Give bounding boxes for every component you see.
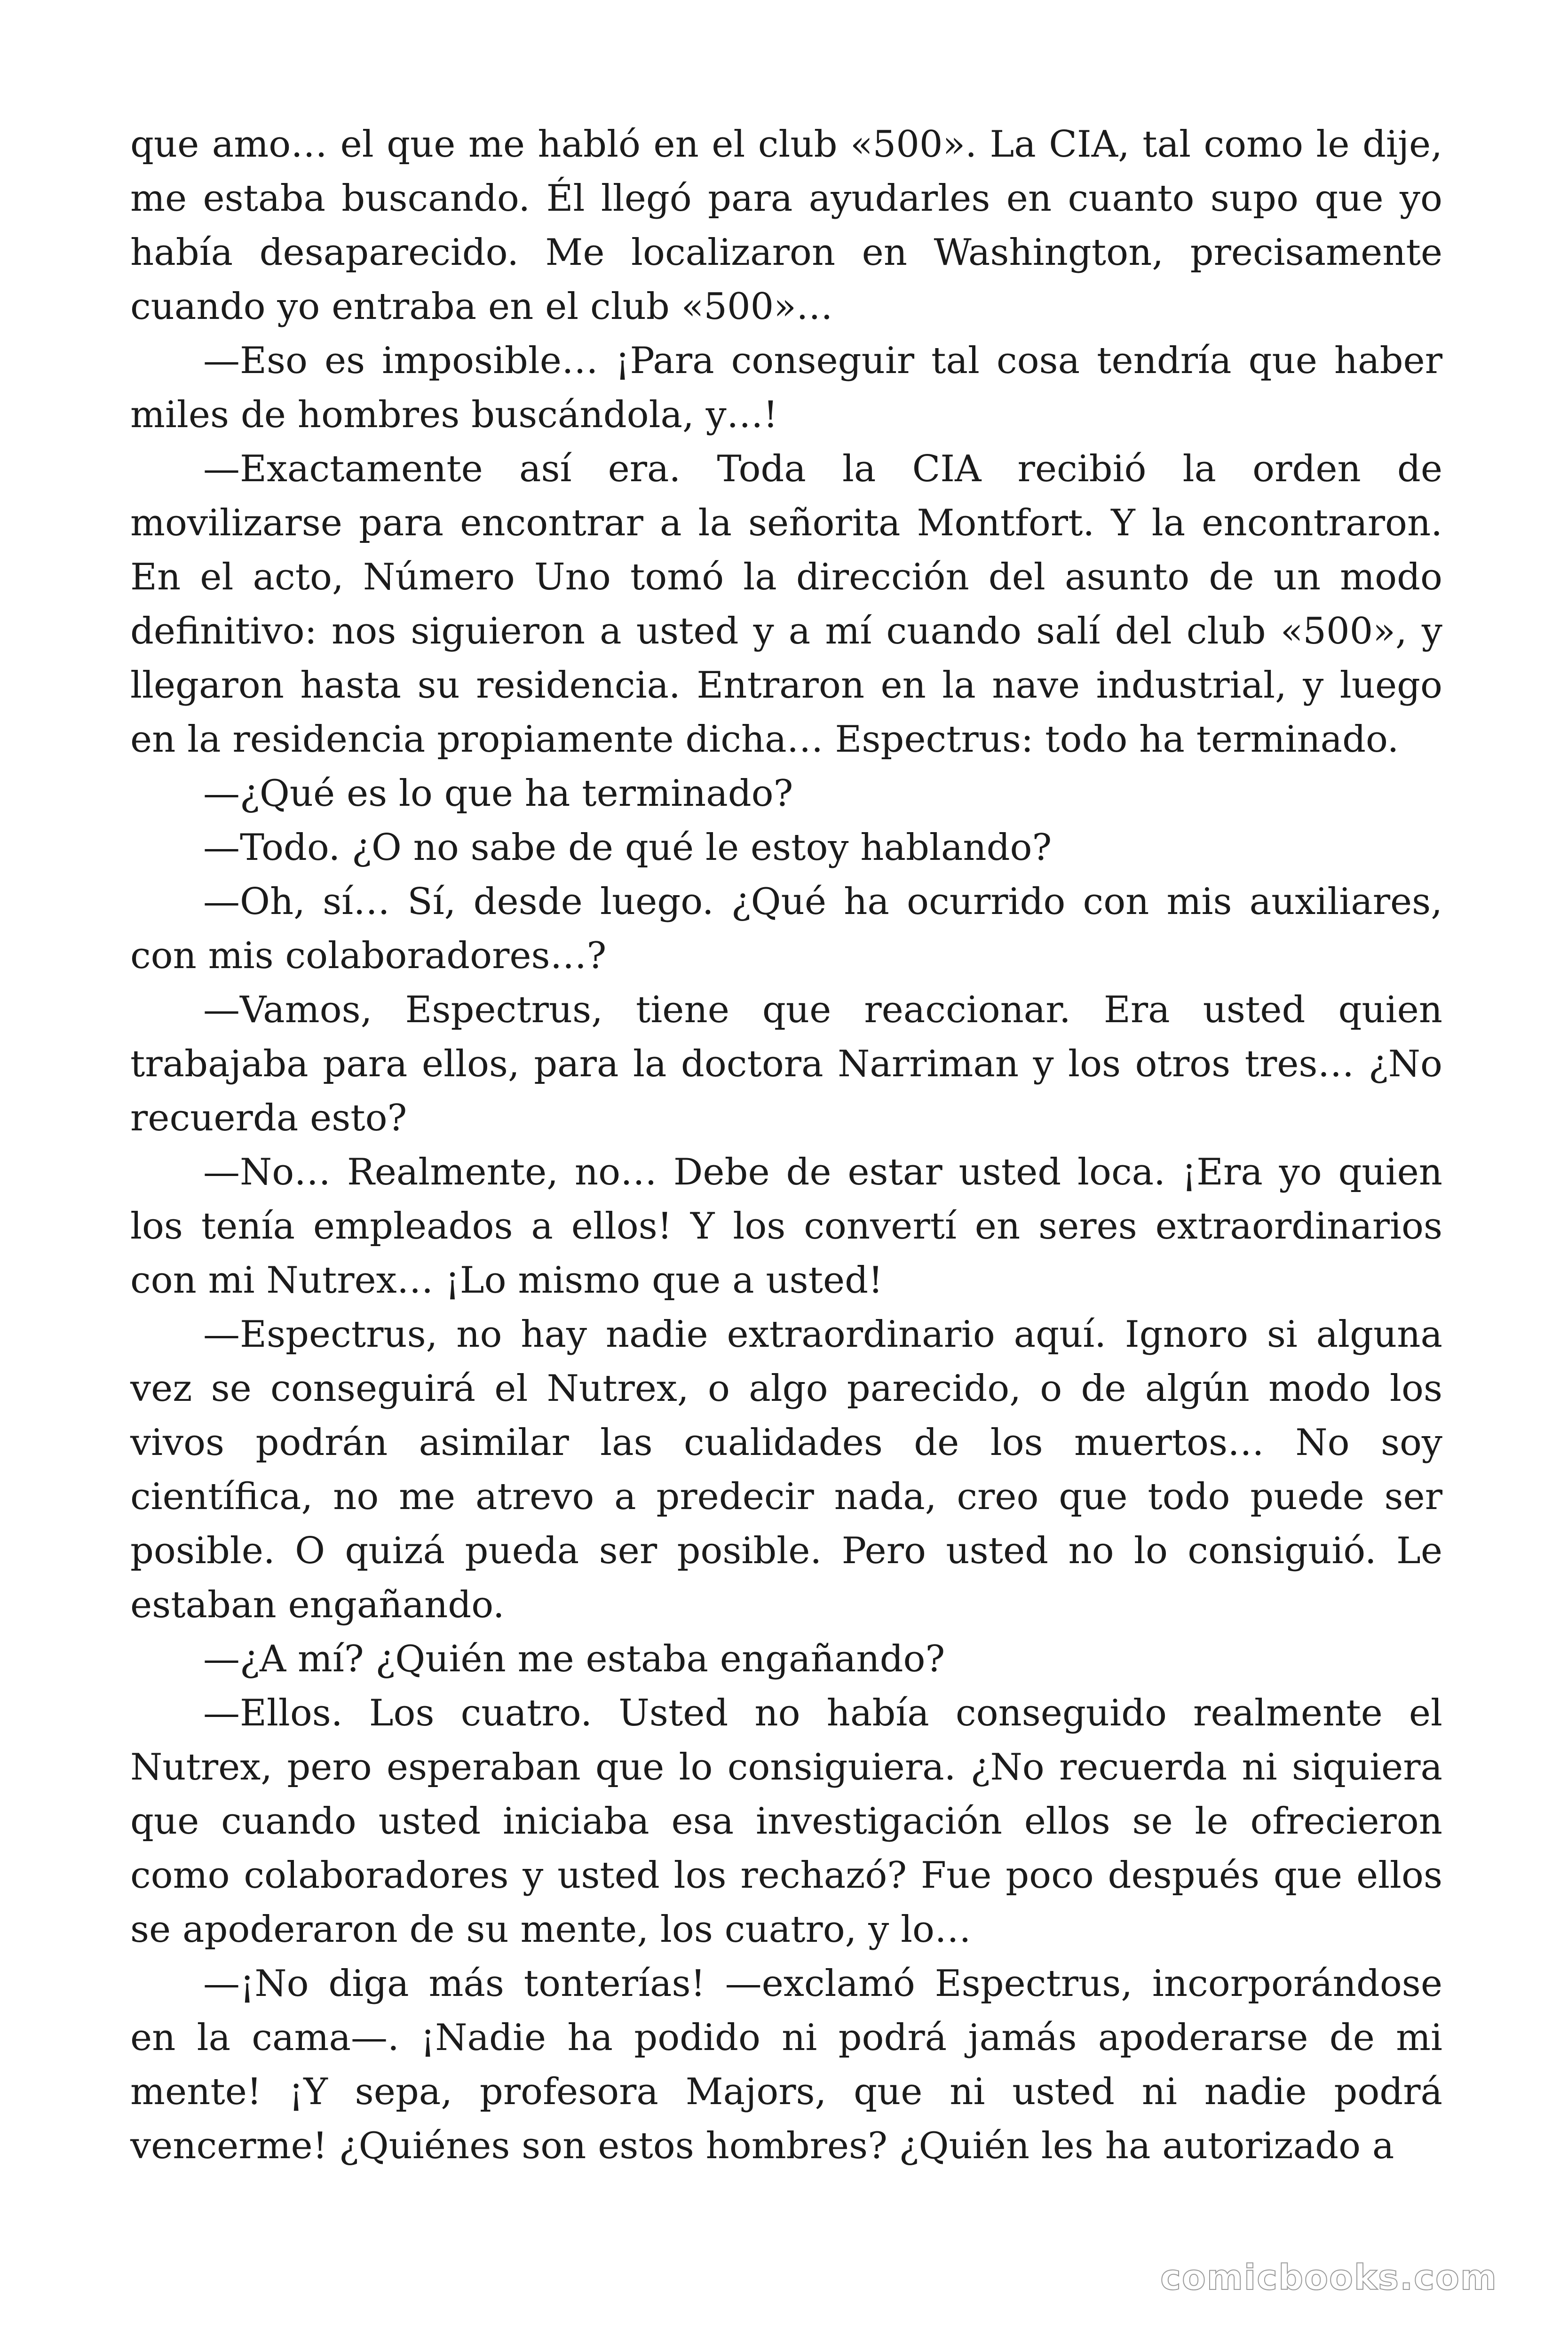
paragraph: —¡No diga más tonterías! —exclamó Espectrus, incorporándose en la cama—. ¡Nadie ha podido ni podrá jamás apoderarse de mi mente! ¡Y sepa, profesora Majors, que ni usted ni nadie podrá vencerme! ¿Quiénes son estos hombres? ¿Quién les ha autorizado a bbox=[130, 1963, 1442, 2167]
paragraph: —No… Realmente, no… Debe de estar usted loca. ¡Era yo quien los tenía empleados a ellos! Y los convertí en seres extraordinarios con mi Nutrex… ¡Lo mismo que a usted! bbox=[130, 1151, 1442, 1302]
paragraph: —Exactamente así era. Toda la CIA recibió la orden de movilizarse para encontrar a la señorita Montfort. Y la encontraron. En el acto, Número Uno tomó la dirección del asunto de un modo definitivo: nos siguieron a usted y a mí cuando salí del club «500», y llegaron hasta su residencia. Entraron en la nave industrial, y luego en la residencia propiamente dicha… Espectrus: todo ha terminado. bbox=[130, 448, 1442, 761]
watermark: comicbooks.com bbox=[1160, 2257, 1497, 2298]
paragraph: —Todo. ¿O no sabe de qué le estoy hablando? bbox=[203, 826, 1052, 869]
paragraph: —¿Qué es lo que ha terminado? bbox=[203, 772, 793, 815]
paragraph: —¿A mí? ¿Quién me estaba engañando? bbox=[203, 1638, 945, 1680]
paragraph: —Ellos. Los cuatro. Usted no había conseguido realmente el Nutrex, pero esperaban que lo consiguiera. ¿No recuerda ni siquiera que cuando usted iniciaba esa investigación ellos se le ofrecieron como colaboradores y usted los rechazó? Fue poco después que ellos se apoderaron de su mente, los cuatro, y lo… bbox=[130, 1692, 1442, 1951]
paragraph: —Eso es imposible… ¡Para conseguir tal cosa tendría que haber miles de hombres buscándola, y…! bbox=[130, 340, 1442, 436]
paragraph: —Espectrus, no hay nadie extraordinario aquí. Ignoro si alguna vez se conseguirá el Nutrex, o algo parecido, o de algún modo los vivos podrán asimilar las cualidades de los muertos… No soy científica, no me atrevo a predecir nada, creo que todo puede ser posible. O quizá pueda ser posible. Pero usted no lo consiguió. Le estaban engañando. bbox=[130, 1313, 1442, 1626]
paragraph: que amo… el que me habló en el club «500». La CIA, tal como le dije, me estaba buscando. Él llegó para ayudarles en cuanto supo que yo había desaparecido. Me localizaron en Washington, precisamente cuando yo entraba en el club «500»… bbox=[130, 123, 1442, 328]
paragraph: —Vamos, Espectrus, tiene que reaccionar. Era usted quien trabajaba para ellos, para la doctora Narriman y los otros tres… ¿No recuerda esto? bbox=[130, 989, 1442, 1139]
body-text bbox=[130, 118, 1442, 2173]
paragraph: —Oh, sí… Sí, desde luego. ¿Qué ha ocurrido con mis auxiliares, con mis colaboradores…? bbox=[130, 881, 1442, 977]
